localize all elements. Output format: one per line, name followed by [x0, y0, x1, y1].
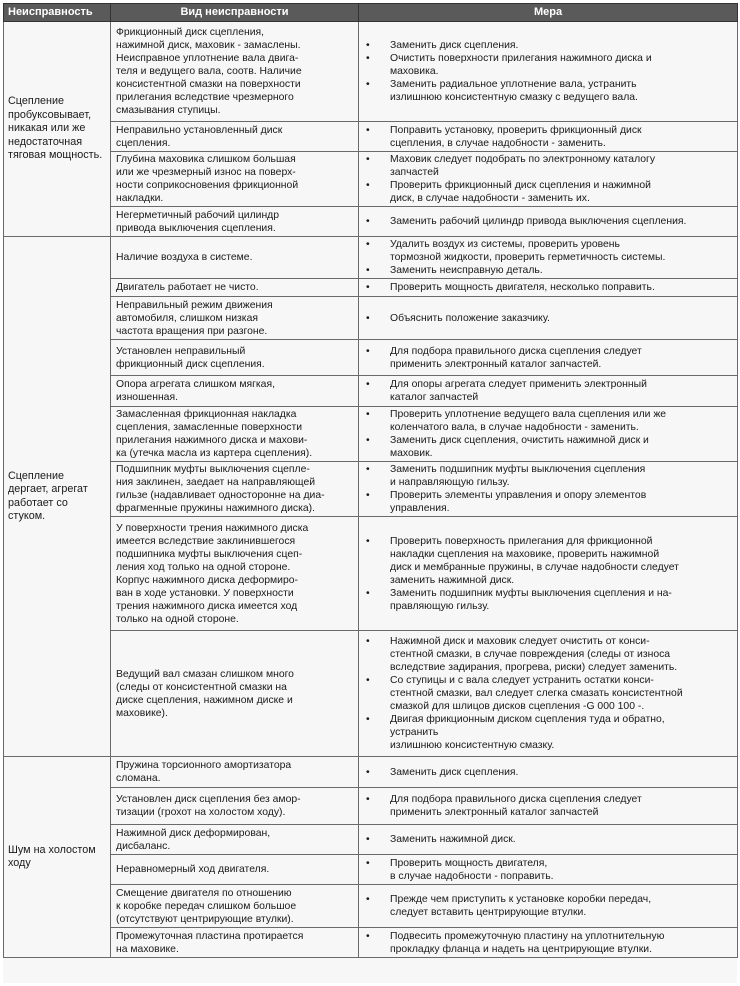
measure-item [366, 153, 733, 179]
measure-list [366, 408, 733, 460]
bullet-icon: • [366, 834, 370, 845]
fault-type-cell: Подшипник муфты выключения сцепле- ния заклинен, заедает на направляющей гильзе (надавливает односторонне на диа- фрагменные пружины нажимного диска). [111, 462, 359, 517]
fault-type-cell: У поверхности трения нажимного диска имеется вследствие заклинившегося подшипника муфты выключения сцеп- ления ход только на одной стороне. Корпус нажимного диска деформиро- ван в ходе установки. У поверхности трения нажимного диска имеется ход только на одной стороне. [111, 517, 359, 631]
measure-list [366, 39, 733, 104]
measure-item [366, 766, 733, 779]
measure-text: Для подбора правильного диска сцепления следует применить электронный каталог запчастей [390, 794, 642, 818]
measure-cell [359, 122, 738, 152]
measure-list [366, 238, 733, 277]
measure-item [366, 713, 733, 752]
table-row [4, 207, 738, 237]
bullet-icon: • [366, 636, 370, 647]
measure-text: Удалить воздух из системы, проверить уровень тормозной жидкости, проверить герметичность системы. [390, 239, 666, 263]
fault-type-cell: Фрикционный диск сцепления, нажимной диск, маховик - замаслены. Неисправное уплотнение вала двига- теля и ведущего вала, соотв. Наличие консистентной смазки на поверхности прилегания вследствие чрезмерного смазывания ступицы. [111, 22, 359, 122]
measure-text: Очистить поверхности прилегания нажимного диска и маховика. [390, 53, 652, 77]
measure-text: Проверить мощность двигателя, несколько поправить. [390, 282, 655, 293]
measure-item [366, 345, 733, 371]
measure-item [366, 930, 733, 956]
bullet-icon: • [366, 345, 370, 357]
measure-text: Проверить мощность двигателя, в случае надобности - поправить. [390, 857, 554, 882]
measure-text: Для подбора правильного диска сцепления следует применить электронный каталог запчастей. [390, 345, 642, 370]
measure-cell [359, 788, 738, 825]
bullet-icon: • [366, 535, 370, 547]
table-row [4, 757, 738, 788]
measure-cell [359, 885, 738, 928]
measure-item [366, 674, 733, 713]
table-row [4, 462, 738, 517]
measure-cell [359, 152, 738, 207]
measure-list [366, 345, 733, 371]
measure-item [366, 179, 733, 205]
document-page [3, 3, 737, 983]
fault-type-cell: Ведущий вал смазан слишком много (следы от консистентной смазки на диске сцепления, нажимном диске и маховике). [111, 631, 359, 757]
measure-list [366, 463, 733, 515]
measure-list [366, 535, 733, 613]
measure-list [366, 766, 733, 779]
measure-list [366, 153, 733, 205]
table-row [4, 885, 738, 928]
measure-list [366, 893, 733, 919]
measure-list [366, 378, 733, 404]
table-row [4, 855, 738, 885]
table-row [4, 407, 738, 462]
fault-type-cell: Наличие воздуха в системе. [111, 237, 359, 279]
bullet-icon: • [366, 379, 370, 390]
fault-type-cell: Нажимной диск деформирован, дисбаланс. [111, 825, 359, 855]
fault-type-cell: Двигатель работает не чисто. [111, 279, 359, 297]
measure-item [366, 78, 733, 104]
measure-item [366, 635, 733, 674]
measure-cell [359, 237, 738, 279]
fault-type-cell: Промежуточная пластина протирается на маховике. [111, 928, 359, 958]
measure-cell [359, 279, 738, 297]
table-body [4, 22, 738, 958]
table-row [4, 279, 738, 297]
measure-text: Проверить фрикционный диск сцепления и нажимной диск, в случае надобности - заменить их. [390, 180, 651, 204]
measure-text: Поправить установку, проверить фрикционный диск сцепления, в случае надобности - заменить. [390, 124, 642, 149]
measure-text: Заменить подшипник муфты выключения сцепления и направляющую гильзу. [390, 464, 646, 488]
measure-item [366, 264, 733, 277]
header-row [4, 4, 738, 22]
measure-item [366, 312, 733, 325]
bullet-icon: • [366, 587, 370, 599]
measure-list [366, 793, 733, 819]
troubleshooting-table [3, 3, 738, 958]
bullet-icon: • [366, 282, 370, 293]
fault-type-cell: Неправильный режим движения автомобиля, слишком низкая частота вращения при разгоне. [111, 297, 359, 340]
measure-list [366, 124, 733, 150]
measure-cell [359, 517, 738, 631]
measure-item [366, 857, 733, 883]
fault-type-cell: Замасленная фрикционная накладка сцепления, замасленные поверхности прилегания нажимного диска и махови- ка (утечка масла из картера сцепления). [111, 407, 359, 462]
measure-text: Заменить подшипник муфты выключения сцепления и на- правляющую гильзу. [390, 587, 672, 612]
measure-text: Для опоры агрегата следует применить электронный каталог запчастей [390, 379, 647, 403]
table-row [4, 297, 738, 340]
fault-type-cell: Глубина маховика слишком большая или же чрезмерный износ на поверх- ности соприкосновения фрикционной накладки. [111, 152, 359, 207]
bullet-icon: • [366, 239, 370, 250]
measure-cell [359, 340, 738, 376]
table-row [4, 825, 738, 855]
measure-text: Маховик следует подобрать по электронному каталогу запчастей [390, 154, 656, 178]
header-fault: Неисправность [4, 4, 111, 22]
measure-item [366, 238, 733, 264]
measure-item [366, 489, 733, 515]
measure-list [366, 857, 733, 883]
measure-text: Заменить нажимной диск. [390, 834, 516, 845]
measure-cell [359, 462, 738, 517]
measure-text: Нажимной диск и маховик следует очистить от конси- стентной смазки, в случае повреждения (следы от износа вследствие задирания, прогрева, риски) следует заменить. [390, 636, 678, 673]
fault-type-cell: Установлен неправильный фрикционный диск сцепления. [111, 340, 359, 376]
measure-item [366, 587, 733, 613]
measure-item [366, 39, 733, 52]
measure-cell [359, 207, 738, 237]
bullet-icon: • [366, 464, 370, 475]
measure-cell [359, 928, 738, 958]
measure-text: Проверить элементы управления и опору элементов управления. [390, 490, 647, 514]
fault-type-cell: Опора агрегата слишком мягкая, изношенная. [111, 376, 359, 407]
measure-item [366, 463, 733, 489]
measure-item [366, 535, 733, 587]
measure-item [366, 124, 733, 150]
table-row [4, 376, 738, 407]
measure-cell [359, 376, 738, 407]
bullet-icon: • [366, 766, 370, 778]
measure-cell [359, 297, 738, 340]
bullet-icon: • [366, 216, 370, 227]
fault-cell: Шум на холостом ходу [4, 757, 111, 958]
measure-cell [359, 825, 738, 855]
measure-item [366, 793, 733, 819]
measure-text: Со ступицы и с вала следует устранить остатки конси- стентной смазки, вал следует слегка смазать консистентной смазкой для шлицов дисков сцепления -G 000 100 -. [390, 675, 683, 712]
measure-text: Заменить неисправную деталь. [390, 265, 543, 276]
measure-list [366, 930, 733, 956]
table-row [4, 631, 738, 757]
measure-list [366, 635, 733, 752]
bullet-icon: • [366, 154, 370, 165]
measure-item [366, 893, 733, 919]
measure-item [366, 52, 733, 78]
table-row [4, 152, 738, 207]
table-row [4, 928, 738, 958]
measure-item [366, 215, 733, 228]
header-type: Вид неисправности [111, 4, 359, 22]
measure-cell [359, 757, 738, 788]
bullet-icon: • [366, 714, 370, 725]
fault-type-cell: Негерметичный рабочий цилиндр привода выключения сцепления. [111, 207, 359, 237]
fault-type-cell: Пружина торсионного амортизатора сломана. [111, 757, 359, 788]
measure-item [366, 434, 733, 460]
measure-item [366, 408, 733, 434]
fault-cell: Сцепление пробуксовывает, никакая или же недостаточная тяговая мощность. [4, 22, 111, 237]
measure-list [366, 833, 733, 846]
measure-text: Подвесить промежуточную пластину на уплотнительную прокладку фланца и надеть на центрирующие втулки. [390, 930, 665, 955]
bullet-icon: • [366, 857, 370, 869]
fault-type-cell: Неравномерный ход двигателя. [111, 855, 359, 885]
measure-cell [359, 407, 738, 462]
measure-text: Заменить рабочий цилиндр привода выключения сцепления. [390, 216, 687, 227]
measure-text: Заменить диск сцепления. [390, 40, 519, 51]
measure-item [366, 281, 733, 294]
measure-text: Проверить поверхность прилегания для фрикционной накладки сцепления на маховике, проверить нажимной диск и мембранные пружины, в случае надобности следует заменить нажимной диск. [390, 535, 679, 586]
bullet-icon: • [366, 894, 370, 905]
bullet-icon: • [366, 675, 370, 686]
bullet-icon: • [366, 794, 370, 805]
table-row [4, 122, 738, 152]
bullet-icon: • [366, 180, 370, 191]
fault-type-cell: Установлен диск сцепления без амор- тизации (грохот на холостом ходу). [111, 788, 359, 825]
header-measure: Мера [359, 4, 738, 22]
measure-text: Объяснить положение заказчику. [390, 312, 550, 324]
bullet-icon: • [366, 124, 370, 136]
measure-cell [359, 855, 738, 885]
table-row [4, 340, 738, 376]
measure-cell [359, 631, 738, 757]
fault-cell: Сцепление дергает, агрегат работает со стуком. [4, 237, 111, 757]
measure-list [366, 281, 733, 294]
bullet-icon: • [366, 490, 370, 501]
bullet-icon: • [366, 930, 370, 942]
bullet-icon: • [366, 409, 370, 420]
measure-cell [359, 22, 738, 122]
measure-item [366, 378, 733, 404]
measure-text: Заменить радиальное уплотнение вала, устранить излишнюю консистентную смазку с ведущего вала. [390, 79, 638, 103]
bullet-icon: • [366, 53, 370, 64]
measure-text: Проверить уплотнение ведущего вала сцепления или же коленчатого вала, в случае надобности - заменить. [390, 409, 667, 433]
bullet-icon: • [366, 265, 370, 276]
measure-item [366, 833, 733, 846]
table-row [4, 237, 738, 279]
bullet-icon: • [366, 79, 370, 90]
bullet-icon: • [366, 435, 370, 446]
bullet-icon: • [366, 312, 370, 324]
table-row [4, 22, 738, 122]
measure-text: Прежде чем приступить к установке коробки передач, следует вставить центрирующие втулки. [390, 894, 652, 918]
fault-type-cell: Смещение двигателя по отношению к коробке передач слишком большое (отсутствуют центрирующие втулки). [111, 885, 359, 928]
measure-list [366, 215, 733, 228]
measure-text: Заменить диск сцепления, очистить нажимной диск и маховик. [390, 435, 649, 459]
bullet-icon: • [366, 40, 370, 51]
measure-list [366, 312, 733, 325]
table-row [4, 517, 738, 631]
fault-type-cell: Неправильно установленный диск сцепления. [111, 122, 359, 152]
measure-text: Заменить диск сцепления. [390, 766, 519, 778]
measure-text: Двигая фрикционным диском сцепления туда и обратно, устранить излишнюю консистентную смазку. [390, 714, 665, 751]
table-row [4, 788, 738, 825]
